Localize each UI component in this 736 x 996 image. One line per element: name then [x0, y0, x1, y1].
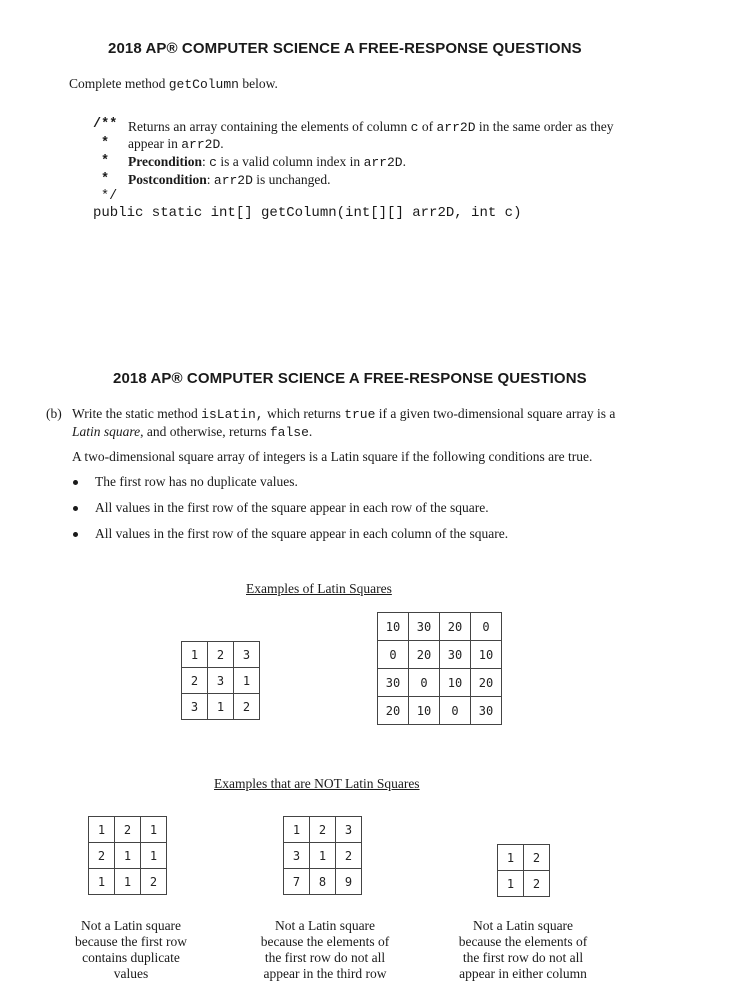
- doc-open: /**: [93, 117, 118, 132]
- grid-cell: 1: [284, 817, 310, 843]
- grid-row: [378, 669, 502, 697]
- grid-cell: 2: [336, 843, 362, 869]
- grid-cell: 10: [440, 669, 471, 697]
- grid-row: [498, 845, 550, 871]
- grid-cell: 3: [234, 642, 260, 668]
- grid-row: [284, 843, 362, 869]
- doc-star: *: [101, 172, 110, 187]
- latin-square-3x3: [181, 641, 260, 720]
- grid-cell: 30: [440, 641, 471, 669]
- grid-cell: 20: [409, 641, 440, 669]
- non-latin-square-row: [283, 816, 362, 895]
- grid-cell: 3: [284, 843, 310, 869]
- page-header-part-a: 2018 AP® COMPUTER SCIENCE A FREE-RESPONSE QUESTIONS: [108, 40, 582, 57]
- doc-precondition: Precondition: c is a valid column index in arr2D.: [128, 154, 406, 170]
- grid-row: [378, 641, 502, 669]
- grid-cell: 10: [471, 641, 502, 669]
- grid-cell: 1: [310, 843, 336, 869]
- grid-row: [284, 869, 362, 895]
- non-latin-square-column: [497, 844, 550, 897]
- condition-item: All values in the first row of the square appear in each column of the square.: [95, 526, 509, 541]
- grid-cell: 2: [182, 668, 208, 694]
- grid-row: [89, 869, 167, 895]
- page-header-part-b: 2018 AP® COMPUTER SCIENCE A FREE-RESPONSE QUESTIONS: [113, 370, 587, 387]
- question-line-1: Write the static method isLatin, which returns true if a given two-dimensional square array is a: [72, 406, 616, 422]
- grid-cell: 20: [378, 697, 409, 725]
- grid-cell: 1: [115, 843, 141, 869]
- grid-cell: 1: [115, 869, 141, 895]
- grid-cell: 2: [310, 817, 336, 843]
- grid-cell: 2: [524, 845, 550, 871]
- caption-duplicates: Not a Latin square because the first row contains duplicate values: [74, 918, 188, 981]
- non-latin-square-duplicates: [88, 816, 167, 895]
- grid-cell: 0: [471, 613, 502, 641]
- grid-cell: 0: [440, 697, 471, 725]
- grid-cell: 2: [115, 817, 141, 843]
- method-signature: public static int[] getColumn(int[][] arr2D, int c): [93, 205, 522, 221]
- grid-cell: 10: [378, 613, 409, 641]
- grid-cell: 30: [378, 669, 409, 697]
- grid-row: [378, 613, 502, 641]
- grid-cell: 2: [208, 642, 234, 668]
- grid-row: [89, 843, 167, 869]
- grid-cell: 0: [409, 669, 440, 697]
- examples-title: Examples of Latin Squares: [246, 581, 392, 596]
- caption-either-column: Not a Latin square because the elements of the first row do not all appear in either column: [458, 918, 588, 981]
- part-label: (b): [46, 406, 62, 421]
- grid-cell: 30: [471, 697, 502, 725]
- grid-cell: 1: [182, 642, 208, 668]
- caption-third-row: Not a Latin square because the elements of the first row do not all appear in the third row: [260, 918, 390, 981]
- non-examples-title: Examples that are NOT Latin Squares: [214, 776, 420, 791]
- grid-cell: 10: [409, 697, 440, 725]
- doc-star: *: [101, 136, 110, 151]
- grid-cell: 3: [208, 668, 234, 694]
- grid-cell: 2: [524, 871, 550, 897]
- grid-cell: 1: [89, 869, 115, 895]
- grid-row: [284, 817, 362, 843]
- grid-cell: 1: [234, 668, 260, 694]
- grid-row: [378, 697, 502, 725]
- doc-line-2: appear in arr2D.: [128, 136, 224, 152]
- condition-item: The first row has no duplicate values.: [95, 474, 298, 489]
- doc-star: *: [101, 154, 110, 169]
- grid-row: [498, 871, 550, 897]
- intro-text: Complete method getColumn below.: [69, 76, 278, 92]
- bullet-icon: [73, 532, 78, 537]
- grid-cell: 1: [89, 817, 115, 843]
- grid-cell: 0: [378, 641, 409, 669]
- grid-cell: 2: [141, 869, 167, 895]
- grid-row: [182, 668, 260, 694]
- grid-cell: 1: [498, 845, 524, 871]
- question-line-2: Latin square, and otherwise, returns false.: [72, 424, 313, 440]
- grid-cell: 20: [471, 669, 502, 697]
- latin-square-4x4: [377, 612, 502, 725]
- grid-cell: 3: [182, 694, 208, 720]
- grid-cell: 2: [234, 694, 260, 720]
- grid-row: [89, 817, 167, 843]
- doc-close: */: [101, 189, 118, 204]
- grid-cell: 2: [89, 843, 115, 869]
- grid-row: [182, 642, 260, 668]
- grid-cell: 7: [284, 869, 310, 895]
- bullet-icon: [73, 480, 78, 485]
- definition-text: A two-dimensional square array of integers is a Latin square if the following conditions are true.: [72, 449, 593, 464]
- bullet-icon: [73, 506, 78, 511]
- grid-cell: 8: [310, 869, 336, 895]
- doc-line-1: Returns an array containing the elements of column c of arr2D in the same order as they: [128, 119, 614, 135]
- grid-cell: 30: [409, 613, 440, 641]
- grid-cell: 1: [141, 843, 167, 869]
- grid-cell: 20: [440, 613, 471, 641]
- grid-cell: 3: [336, 817, 362, 843]
- grid-cell: 1: [141, 817, 167, 843]
- grid-row: [182, 694, 260, 720]
- doc-postcondition: Postcondition: arr2D is unchanged.: [128, 172, 331, 188]
- grid-cell: 9: [336, 869, 362, 895]
- grid-cell: 1: [208, 694, 234, 720]
- condition-item: All values in the first row of the square appear in each row of the square.: [95, 500, 489, 515]
- grid-cell: 1: [498, 871, 524, 897]
